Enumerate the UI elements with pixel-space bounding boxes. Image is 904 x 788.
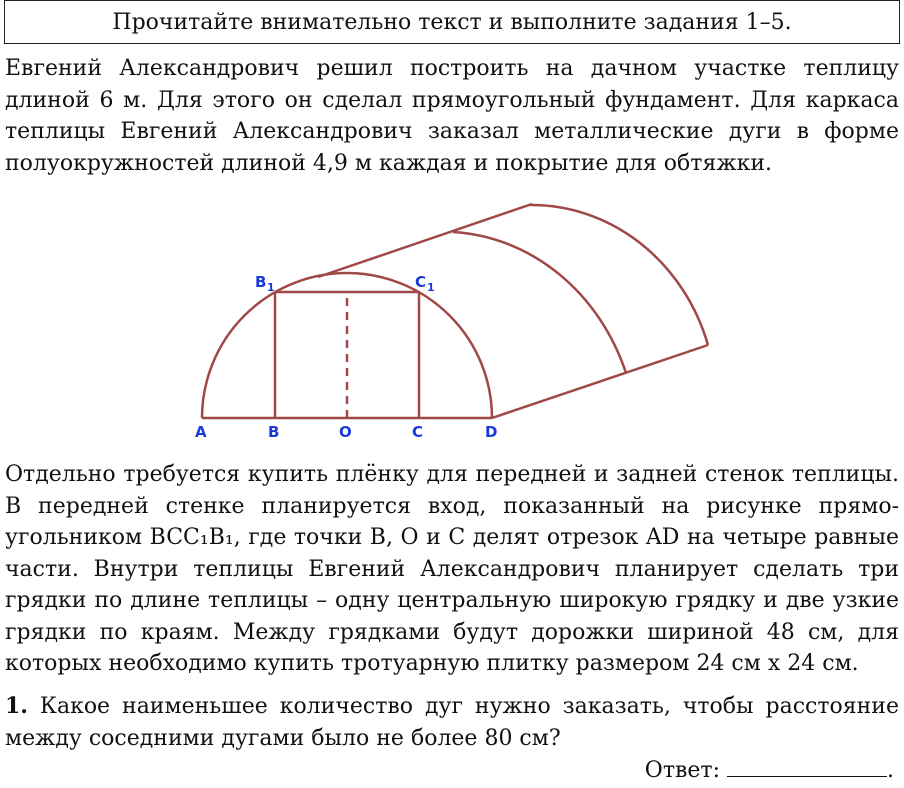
intro-paragraph: Евгений Александрович решил построить на дачном участке теплицу длиной 6 м. Для этого он сделал прямоугольный фундамент. Для каркаса теплицы Евгений Александрович заказал металлические дуги в форме полуокружностей длиной 4,9 м каждая и покрытие для обтяжки. xyxy=(5,56,899,176)
label-b: B xyxy=(268,423,280,441)
label-o: O xyxy=(339,423,352,441)
label-d: D xyxy=(485,423,498,441)
task-header-text: Прочитайте внимательно текст и выполните задания 1–5. xyxy=(112,9,792,35)
greenhouse-diagram xyxy=(0,190,904,450)
label-a: A xyxy=(195,423,207,441)
answer-input-line[interactable] xyxy=(727,756,887,777)
answer-label: Ответ: xyxy=(644,758,720,783)
label-c1-sub: 1 xyxy=(427,281,435,294)
question-1 xyxy=(5,691,899,754)
label-b1-sub: 1 xyxy=(267,281,275,294)
body-paragraph: Отдельно требуется купить плёнку для передней и задней стенок теплицы. В передней стенке планируется вход, показанный на рисунке прямоугольником BCC₁B₁, где точки B, O и C делят отрезок AD на четыре равные части. Внутри теплицы Евгений Александрович планирует сделать три грядки по длине теплицы – одну центральную широкую грядку и две узкие грядки по краям. Между грядками будут дорожки шириной 48 см, для которых необходимо купить тротуарную плитку размером 24 см х 24 см. xyxy=(5,462,899,676)
middle-arch xyxy=(453,232,626,373)
label-b1: B xyxy=(255,273,267,291)
question-text: Какое наименьшее количество дуг нужно заказать, чтобы расстояние между соседними дугами было не более 80 см? xyxy=(5,694,899,751)
label-c1: C xyxy=(415,273,427,291)
answer-period: . xyxy=(887,758,894,783)
question-number: 1. xyxy=(5,693,28,719)
back-arch xyxy=(530,205,708,345)
answer-row xyxy=(645,756,894,783)
label-c: C xyxy=(412,423,424,441)
task-header xyxy=(4,0,900,44)
bottom-edge xyxy=(492,345,708,418)
